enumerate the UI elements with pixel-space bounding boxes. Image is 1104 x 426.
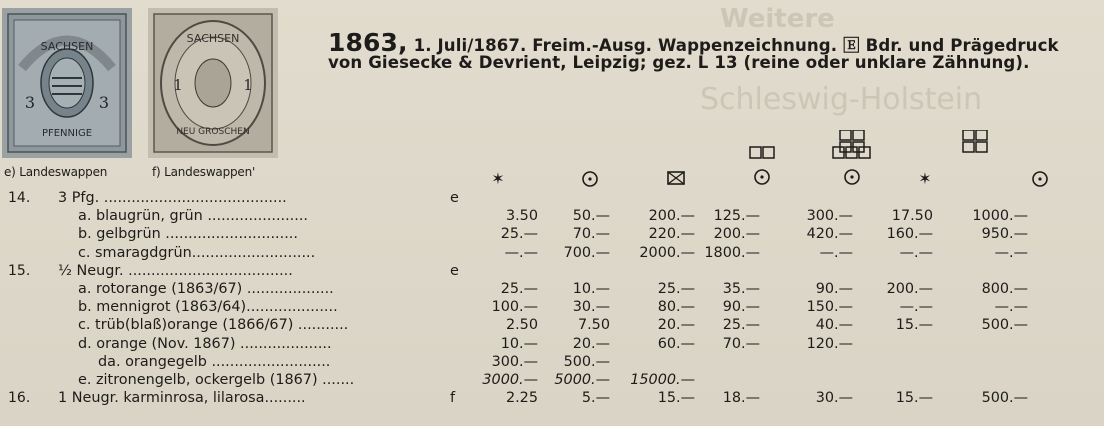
price-cell: 18.— <box>722 390 760 407</box>
issue-title <box>328 28 1098 72</box>
price-cell: 15.— <box>657 390 695 407</box>
table-row <box>0 263 1104 281</box>
row-label: 1 Neugr. karminrosa, lilarosa......... <box>58 390 306 407</box>
svg-text:3: 3 <box>24 93 36 112</box>
stamp-image-f <box>148 8 278 158</box>
pair-circle-icon <box>732 142 792 188</box>
price-cell: 5.— <box>581 390 610 407</box>
row-label: 3 Pfg. ........................................ <box>58 190 287 206</box>
price-cell: 500.— <box>563 353 610 370</box>
price-cell: 1800.— <box>704 244 760 261</box>
svg-text:✶: ✶ <box>918 169 932 188</box>
table-row <box>0 390 1104 408</box>
ghost-heading-1: Weitere <box>720 4 835 34</box>
star-icon <box>468 144 528 190</box>
block-of-four-icon <box>822 130 882 154</box>
table-row <box>0 208 1104 226</box>
price-cell: 17.50 <box>891 208 933 225</box>
price-cell: —.— <box>899 244 933 261</box>
price-cell: 30.— <box>815 390 853 407</box>
price-cell: 15.— <box>895 317 933 334</box>
price-cell: 25.— <box>722 317 760 334</box>
price-cell: —.— <box>994 299 1028 316</box>
svg-text:SACHSEN: SACHSEN <box>186 32 240 45</box>
price-cell: 25.— <box>500 226 538 243</box>
table-row <box>0 317 1104 335</box>
circle-dot-icon <box>1010 144 1070 190</box>
price-cell: 160.— <box>886 226 933 243</box>
price-cell: 300.— <box>806 208 853 225</box>
table-row <box>0 190 1104 208</box>
row-label: e. zitronengelb, ockergelb (1867) ....... <box>78 372 355 388</box>
price-cell: 120.— <box>806 335 853 352</box>
row-label: ½ Neugr. .................................... <box>58 262 293 279</box>
price-cell: 90.— <box>815 281 853 297</box>
svg-text:NEU GROSCHEN: NEU GROSCHEN <box>176 127 250 137</box>
table-row <box>0 299 1104 317</box>
row-number: 14. <box>8 190 31 206</box>
table-row <box>0 372 1104 390</box>
row-label: c. trüb(blaß)orange (1866/67) ........... <box>78 317 349 334</box>
price-cell: 15000.— <box>630 372 695 388</box>
svg-text:SACHSEN: SACHSEN <box>40 40 94 53</box>
table-row <box>0 226 1104 244</box>
row-label: a. rotorange (1863/67) ................... <box>78 281 334 297</box>
price-cell: 25.— <box>500 281 538 297</box>
price-cell: 200.— <box>886 281 933 297</box>
ghost-heading-2: Schleswig-Holstein <box>700 82 983 117</box>
price-cell: 200.— <box>713 226 760 243</box>
table-row <box>0 336 1104 354</box>
price-cell: 25.— <box>657 281 695 297</box>
price-cell: —.— <box>994 244 1028 261</box>
price-cell: 420.— <box>806 226 853 243</box>
stamp-caption-f: f) Landeswappen' <box>152 165 256 179</box>
issue-year: 1863, <box>328 28 408 57</box>
stamp-image-e <box>2 8 132 158</box>
svg-text:1: 1 <box>173 76 183 94</box>
price-cell: 800.— <box>981 281 1028 297</box>
row-label: b. mennigrot (1863/64).................... <box>78 299 338 316</box>
price-cell: 3000.— <box>482 372 538 388</box>
price-cell: 90.— <box>722 299 760 316</box>
table-row <box>0 281 1104 299</box>
price-cell: 300.— <box>491 353 538 370</box>
block-of-four-icon <box>945 130 1005 154</box>
row-number: 16. <box>8 390 31 407</box>
price-cell: —.— <box>899 299 933 316</box>
price-cell: 5000.— <box>554 372 610 388</box>
price-cell: 70.— <box>722 335 760 352</box>
stamp-type-ref: e <box>450 190 459 206</box>
price-cell: 7.50 <box>577 317 610 334</box>
price-cell: 2.25 <box>505 390 538 407</box>
price-cell: 125.— <box>713 208 760 225</box>
price-cell: 500.— <box>981 317 1028 334</box>
price-cell: 3.50 <box>505 208 538 225</box>
price-cell: 2000.— <box>639 244 695 261</box>
row-label: b. gelbgrün ............................. <box>78 226 298 243</box>
price-cell: 220.— <box>648 226 695 243</box>
envelope-icon <box>646 144 706 190</box>
svg-text:3: 3 <box>98 93 110 112</box>
price-cell: 30.— <box>572 299 610 316</box>
price-cell: 100.— <box>491 299 538 316</box>
price-cell: 2.50 <box>505 317 538 334</box>
price-cell: 150.— <box>806 299 853 316</box>
price-cell: 1000.— <box>972 208 1028 225</box>
price-cell: 20.— <box>572 335 610 352</box>
stamp-type-ref: e <box>450 262 459 279</box>
stamp-caption-e: e) Landeswappen <box>4 165 108 179</box>
svg-text:1: 1 <box>243 76 253 94</box>
table-row <box>0 354 1104 372</box>
row-label: a. blaugrün, grün ...................... <box>78 208 308 225</box>
table-row <box>0 245 1104 263</box>
price-cell: 200.— <box>648 208 695 225</box>
circle-dot-icon <box>560 144 620 190</box>
price-cell: 50.— <box>572 208 610 225</box>
price-cell: 500.— <box>981 390 1028 407</box>
price-cell: —.— <box>504 244 538 261</box>
price-cell: 40.— <box>815 317 853 334</box>
price-cell: 70.— <box>572 226 610 243</box>
price-cell: 10.— <box>572 281 610 297</box>
row-label: da. orangegelb .......................... <box>98 353 331 370</box>
row-number: 15. <box>8 262 31 279</box>
price-cell: 15.— <box>895 390 933 407</box>
price-cell: 10.— <box>500 335 538 352</box>
price-cell: 35.— <box>722 281 760 297</box>
row-label: c. smaragdgrün........................... <box>78 244 316 261</box>
price-cell: 60.— <box>657 335 695 352</box>
row-label: d. orange (Nov. 1867) .................... <box>78 335 332 352</box>
issue-description: 1. Juli/1867. Freim.-Ausg. Wappenzeichnung. 🄴 Bdr. und Prägedruck von Giesecke & Devrient, Leipzig; gez. L 13 (reine oder unklare Zähnung). <box>328 36 1059 72</box>
price-cell: 20.— <box>657 317 695 334</box>
price-cell: 700.— <box>563 244 610 261</box>
stamp-type-ref: f <box>450 390 456 407</box>
svg-text:PFENNIGE: PFENNIGE <box>41 128 93 139</box>
price-cell: 950.— <box>981 226 1028 243</box>
price-cell: —.— <box>819 244 853 261</box>
price-cell: 80.— <box>657 299 695 316</box>
svg-text:✶: ✶ <box>491 169 505 188</box>
